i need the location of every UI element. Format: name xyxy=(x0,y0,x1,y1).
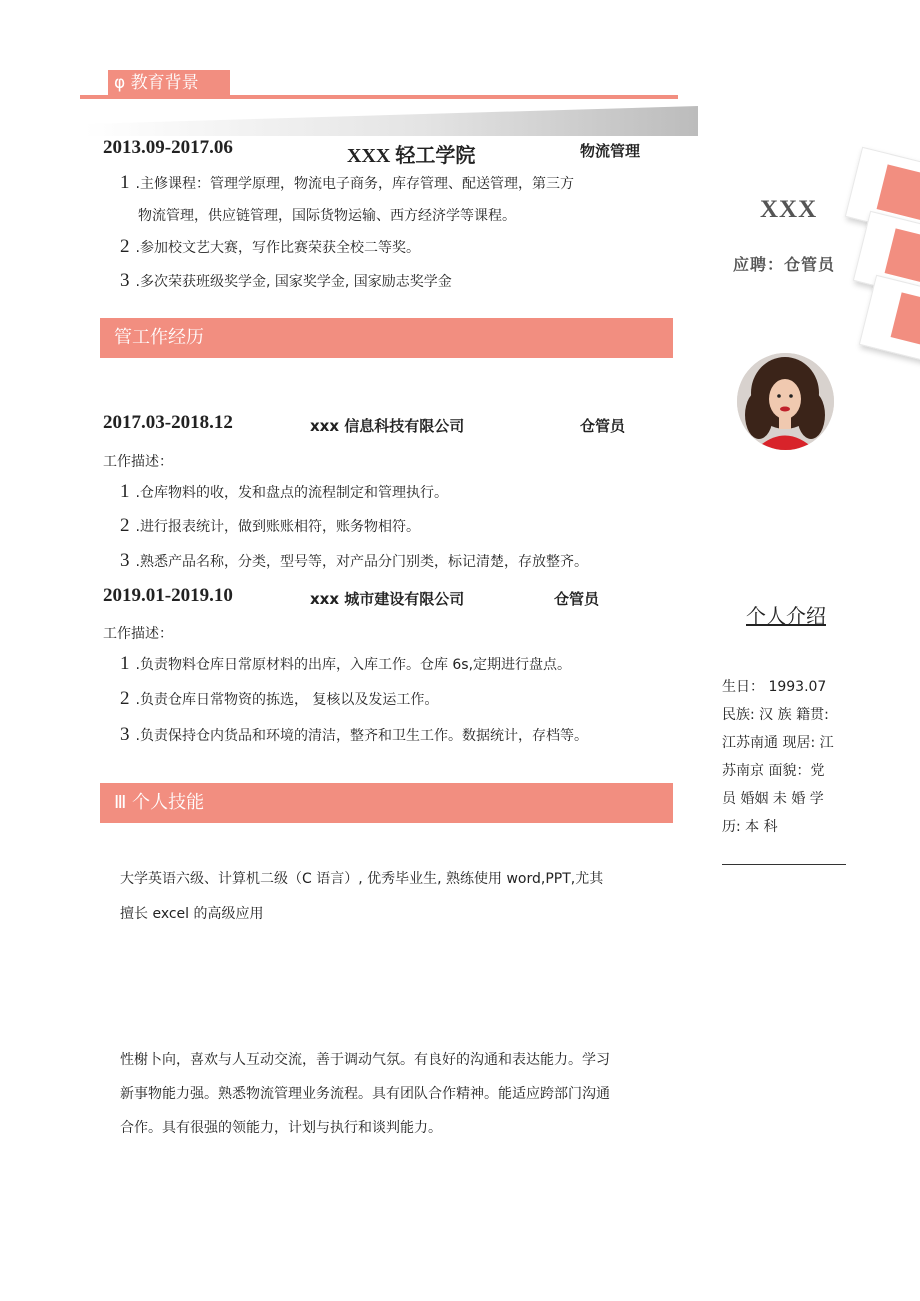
job-company: xxx 城市建设有限公司 xyxy=(310,590,465,608)
self-evaluation-text: 新事物能力强。熟悉物流管理业务流程。具有团队合作精神。能适应跨部门沟通 xyxy=(120,1086,610,1102)
decorative-shadow xyxy=(84,106,698,136)
job-role: 仓管员 xyxy=(554,590,600,608)
self-evaluation-text: 合作。具有很强的领能力，计划与执行和谈判能力。 xyxy=(120,1120,442,1136)
info-line: 生日： 1993.07 xyxy=(722,679,827,695)
decorative-card xyxy=(859,275,920,370)
applied-position: 应聘：仓管员 xyxy=(733,255,836,274)
candidate-name: XXX xyxy=(760,196,818,223)
job-item: 1 .负责物料仓库日常原材料的出库，入库工作。仓库 6s,定期进行盘点。 xyxy=(120,653,572,674)
education-item: 1 .主修课程：管理学原理，物流电子商务，库存管理、配送管理，第三方 xyxy=(120,172,574,193)
education-date: 2013.09-2017.06 xyxy=(103,137,233,158)
work-section-header: 管工作经历 xyxy=(100,318,673,358)
job-item: 1 .仓库物料的收，发和盘点的流程制定和管理执行。 xyxy=(120,481,448,502)
self-evaluation-text: 性榭卜向，喜欢与人互动交流，善于调动气氛。有良好的沟通和表达能力。学习 xyxy=(120,1052,610,1068)
job-item: 2 .进行报表统计，做到账账相符，账务物相符。 xyxy=(120,515,420,536)
job-company: xxx 信息科技有限公司 xyxy=(310,417,465,435)
education-major: 物流管理 xyxy=(580,142,641,160)
skills-section-header: Ⅲ 个人技能 xyxy=(100,783,673,823)
intro-title: 个人介绍 xyxy=(746,604,826,628)
skills-text: 大学英语六级、计算机二级（C 语言）, 优秀毕业生, 熟练使用 word,PPT,尤其 xyxy=(120,871,604,887)
education-school: XXX 轻工学院 xyxy=(347,145,476,167)
divider xyxy=(722,864,846,865)
education-item: 2 .参加校文艺大赛，写作比赛荣获全校二等奖。 xyxy=(120,236,420,257)
job-date: 2017.03-2018.12 xyxy=(103,412,233,433)
job-desc-label: 工作描述： xyxy=(103,626,173,642)
info-line: 员 婚姻 未 婚 学 xyxy=(722,791,824,807)
education-item-continued: 物流管理，供应链管理，国际货物运输、西方经济学等课程。 xyxy=(138,208,516,224)
job-date: 2019.01-2019.10 xyxy=(103,585,233,606)
job-role: 仓管员 xyxy=(580,417,626,435)
job-item: 3 .熟悉产品名称，分类，型号等，对产品分门别类，标记清楚，存放整齐。 xyxy=(120,550,588,571)
education-item: 3 .多次荣获班级奖学金, 国家奖学金, 国家励志奖学金 xyxy=(120,270,452,291)
info-line: 江苏南通 现居: 江 xyxy=(722,735,834,751)
education-section-header: φ 教育背景 xyxy=(108,70,230,96)
info-line: 历: 本 科 xyxy=(722,819,778,835)
info-line: 民族: 汉 族 籍贯: xyxy=(722,707,829,723)
job-desc-label: 工作描述： xyxy=(103,454,173,470)
header-underline xyxy=(80,95,678,99)
job-item: 2 .负责仓库日常物资的拣选， 复核以及发运工作。 xyxy=(120,688,439,709)
avatar xyxy=(737,353,834,450)
skills-text: 擅长 excel 的高级应用 xyxy=(120,906,264,922)
info-line: 苏南京 面貌：党 xyxy=(722,763,825,779)
job-item: 3 .负责保持仓内货品和环境的清洁，整齐和卫生工作。数据统计，存档等。 xyxy=(120,724,588,745)
